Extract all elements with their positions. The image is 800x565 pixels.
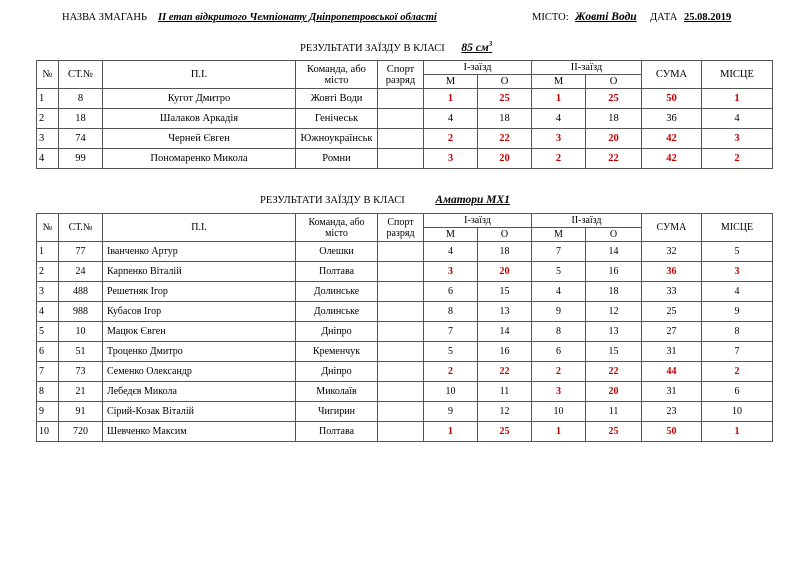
cell-team: Ромни (296, 149, 378, 169)
cell-o1: 22 (478, 129, 532, 149)
cell-o2: 20 (586, 382, 642, 402)
cell-st: 8 (59, 89, 103, 109)
class2-title-text: РЕЗУЛЬТАТИ ЗАЇЗДУ В КЛАСІ (260, 195, 405, 206)
cell-team: Олешки (296, 242, 378, 262)
col-place: МІСЦЕ (702, 61, 773, 89)
cell-team: Чигирин (296, 402, 378, 422)
cell-place: 5 (702, 242, 773, 262)
col-o1: О (478, 75, 532, 89)
class1-body (37, 89, 773, 169)
city-value: Жовті Води (575, 11, 637, 23)
table-row (37, 149, 773, 169)
col-num: № (37, 61, 59, 89)
cell-m2: 1 (532, 422, 586, 442)
cell-team: Полтава (296, 262, 378, 282)
cell-place: 3 (702, 129, 773, 149)
cell-num: 5 (37, 322, 59, 342)
table-row (37, 282, 773, 302)
cell-name: Пономаренко Микола (103, 149, 296, 169)
cell-m1: 6 (424, 282, 478, 302)
col-sport: Спорт разряд (378, 214, 424, 242)
class2-title (260, 194, 510, 206)
cell-sum: 36 (642, 109, 702, 129)
cell-name: Шалаков Аркадія (103, 109, 296, 129)
col-m2: М (532, 75, 586, 89)
cell-m1: 4 (424, 242, 478, 262)
cell-o1: 11 (478, 382, 532, 402)
cell-num: 8 (37, 382, 59, 402)
cell-sport (378, 402, 424, 422)
table-row (37, 342, 773, 362)
cell-sum: 32 (642, 242, 702, 262)
cell-team: Миколаїв (296, 382, 378, 402)
cell-team: Долинське (296, 302, 378, 322)
cell-sum: 27 (642, 322, 702, 342)
cell-num: 4 (37, 302, 59, 322)
col-name: П.І. (103, 61, 296, 89)
cell-sum: 42 (642, 129, 702, 149)
cell-place: 4 (702, 109, 773, 129)
cell-o2: 18 (586, 282, 642, 302)
cell-m2: 2 (532, 149, 586, 169)
col-num: № (37, 214, 59, 242)
cell-st: 91 (59, 402, 103, 422)
cell-name: Семенко Олександр (103, 362, 296, 382)
col-o2: О (586, 75, 642, 89)
class1-title-text: РЕЗУЛЬТАТИ ЗАЇЗДУ В КЛАСІ (300, 42, 445, 54)
cell-num: 2 (37, 262, 59, 282)
col-o1: О (478, 228, 532, 242)
cell-place: 7 (702, 342, 773, 362)
cell-place: 2 (702, 149, 773, 169)
table-row (37, 322, 773, 342)
cell-num: 7 (37, 362, 59, 382)
cell-o2: 25 (586, 89, 642, 109)
table-row (37, 302, 773, 322)
cell-m1: 3 (424, 262, 478, 282)
cell-name: Кубасов Ігор (103, 302, 296, 322)
cell-o2: 16 (586, 262, 642, 282)
cell-name: Іванченко Артур (103, 242, 296, 262)
cell-num: 3 (37, 282, 59, 302)
table-row (37, 382, 773, 402)
col-team: Команда, або місто (296, 61, 378, 89)
cell-m2: 7 (532, 242, 586, 262)
cell-o2: 13 (586, 322, 642, 342)
competition-label: НАЗВА ЗМАГАНЬ (62, 12, 148, 23)
cell-o1: 15 (478, 282, 532, 302)
competition-name: II етап відкритого Чемпіонату Дніпропетровської області (158, 12, 437, 23)
cell-sport (378, 282, 424, 302)
cell-sport (378, 149, 424, 169)
cell-num: 3 (37, 129, 59, 149)
cell-team: Жовті Води (296, 89, 378, 109)
cell-m1: 7 (424, 322, 478, 342)
cell-sum: 31 (642, 382, 702, 402)
cell-o1: 16 (478, 342, 532, 362)
cell-num: 10 (37, 422, 59, 442)
cell-team: Южноукраїнськ (296, 129, 378, 149)
table-row (37, 422, 773, 442)
cell-m2: 6 (532, 342, 586, 362)
cell-o1: 18 (478, 109, 532, 129)
cell-o1: 13 (478, 302, 532, 322)
cell-sum: 25 (642, 302, 702, 322)
col-place: МІСЦЕ (702, 214, 773, 242)
cell-sport (378, 109, 424, 129)
col-name: П.І. (103, 214, 296, 242)
cell-team: Долинське (296, 282, 378, 302)
cell-name: Мацюк Євген (103, 322, 296, 342)
cell-o2: 15 (586, 342, 642, 362)
cell-sport (378, 242, 424, 262)
city-label: МІСТО: (532, 12, 569, 23)
cell-st: 99 (59, 149, 103, 169)
cell-place: 3 (702, 262, 773, 282)
cell-m1: 3 (424, 149, 478, 169)
cell-sum: 50 (642, 89, 702, 109)
class2-body (37, 242, 773, 442)
cell-st: 51 (59, 342, 103, 362)
class1-results-table (36, 60, 773, 169)
cell-o2: 25 (586, 422, 642, 442)
cell-sport (378, 362, 424, 382)
cell-place: 6 (702, 382, 773, 402)
cell-m2: 2 (532, 362, 586, 382)
cell-st: 720 (59, 422, 103, 442)
cell-o1: 18 (478, 242, 532, 262)
date-value: 25.08.2019 (684, 12, 732, 23)
cell-st: 74 (59, 129, 103, 149)
col-st: СТ.№ (59, 61, 103, 89)
cell-st: 488 (59, 282, 103, 302)
cell-m1: 1 (424, 89, 478, 109)
date-label: ДАТА (650, 12, 678, 23)
cell-place: 10 (702, 402, 773, 422)
table-row (37, 362, 773, 382)
cell-st: 10 (59, 322, 103, 342)
class1-name (461, 42, 492, 54)
cell-team: Генічеськ (296, 109, 378, 129)
col-m1: М (424, 228, 478, 242)
cell-team: Полтава (296, 422, 378, 442)
cell-o1: 22 (478, 362, 532, 382)
cell-sum: 33 (642, 282, 702, 302)
cell-name: Кугот Дмитро (103, 89, 296, 109)
cell-m2: 4 (532, 109, 586, 129)
cell-sport (378, 129, 424, 149)
cell-m2: 4 (532, 282, 586, 302)
cell-num: 2 (37, 109, 59, 129)
cell-o1: 12 (478, 402, 532, 422)
cell-team: Кременчук (296, 342, 378, 362)
cell-name: Троценко Дмитро (103, 342, 296, 362)
cell-m2: 10 (532, 402, 586, 422)
col-sport: Спорт разряд (378, 61, 424, 89)
cell-m1: 8 (424, 302, 478, 322)
cell-o1: 20 (478, 262, 532, 282)
cell-sum: 42 (642, 149, 702, 169)
cell-m2: 9 (532, 302, 586, 322)
cell-name: Лебедєв Микола (103, 382, 296, 402)
col-o2: О (586, 228, 642, 242)
cell-o2: 22 (586, 362, 642, 382)
class1-name-text: 85 см (461, 41, 489, 54)
cell-o1: 14 (478, 322, 532, 342)
col-st: СТ.№ (59, 214, 103, 242)
cell-m1: 5 (424, 342, 478, 362)
table-row (37, 109, 773, 129)
cell-name: Сірий-Козак Віталій (103, 402, 296, 422)
cell-team: Дніпро (296, 322, 378, 342)
cell-m1: 2 (424, 362, 478, 382)
class1-name-sup: 3 (488, 40, 493, 48)
cell-name: Решетняк Ігор (103, 282, 296, 302)
cell-o1: 25 (478, 422, 532, 442)
table-row (37, 402, 773, 422)
cell-team: Дніпро (296, 362, 378, 382)
cell-sport (378, 302, 424, 322)
cell-m1: 4 (424, 109, 478, 129)
cell-m2: 1 (532, 89, 586, 109)
cell-st: 73 (59, 362, 103, 382)
cell-sum: 23 (642, 402, 702, 422)
cell-m1: 2 (424, 129, 478, 149)
col-race1: І-заїзд (424, 214, 532, 228)
col-sum: СУМА (642, 214, 702, 242)
table-row (37, 262, 773, 282)
col-race2: ІІ-заїзд (532, 214, 642, 228)
cell-m1: 1 (424, 422, 478, 442)
cell-m2: 5 (532, 262, 586, 282)
cell-num: 9 (37, 402, 59, 422)
cell-place: 8 (702, 322, 773, 342)
cell-o2: 18 (586, 109, 642, 129)
col-team: Команда, або місто (296, 214, 378, 242)
class1-title (300, 40, 492, 54)
cell-st: 77 (59, 242, 103, 262)
cell-st: 21 (59, 382, 103, 402)
cell-o2: 14 (586, 242, 642, 262)
cell-sport (378, 262, 424, 282)
cell-num: 4 (37, 149, 59, 169)
class1-header-row (37, 61, 773, 75)
cell-o1: 25 (478, 89, 532, 109)
cell-m1: 10 (424, 382, 478, 402)
cell-st: 24 (59, 262, 103, 282)
cell-m2: 3 (532, 382, 586, 402)
cell-sport (378, 322, 424, 342)
cell-m1: 9 (424, 402, 478, 422)
cell-o2: 11 (586, 402, 642, 422)
table-row (37, 89, 773, 109)
cell-name: Карпенко Віталій (103, 262, 296, 282)
table-row (37, 242, 773, 262)
cell-num: 1 (37, 242, 59, 262)
cell-sum: 50 (642, 422, 702, 442)
cell-sport (378, 382, 424, 402)
class2-header-row (37, 214, 773, 228)
table-row (37, 129, 773, 149)
cell-st: 18 (59, 109, 103, 129)
col-race1: І-заїзд (424, 61, 532, 75)
cell-place: 2 (702, 362, 773, 382)
cell-num: 1 (37, 89, 59, 109)
class2-results-table (36, 213, 773, 442)
cell-m2: 3 (532, 129, 586, 149)
col-m2: М (532, 228, 586, 242)
cell-name: Черней Євген (103, 129, 296, 149)
cell-place: 1 (702, 422, 773, 442)
col-race2: ІІ-заїзд (532, 61, 642, 75)
cell-sport (378, 89, 424, 109)
cell-place: 1 (702, 89, 773, 109)
cell-st: 988 (59, 302, 103, 322)
col-sum: СУМА (642, 61, 702, 89)
cell-place: 9 (702, 302, 773, 322)
cell-sum: 44 (642, 362, 702, 382)
cell-num: 6 (37, 342, 59, 362)
class2-name: Аматори МХ1 (435, 194, 510, 206)
cell-sum: 31 (642, 342, 702, 362)
cell-o2: 12 (586, 302, 642, 322)
cell-name: Шевченко Максим (103, 422, 296, 442)
cell-sport (378, 422, 424, 442)
cell-o2: 22 (586, 149, 642, 169)
cell-o1: 20 (478, 149, 532, 169)
cell-o2: 20 (586, 129, 642, 149)
cell-place: 4 (702, 282, 773, 302)
cell-m2: 8 (532, 322, 586, 342)
col-m1: М (424, 75, 478, 89)
cell-sport (378, 342, 424, 362)
cell-sum: 36 (642, 262, 702, 282)
